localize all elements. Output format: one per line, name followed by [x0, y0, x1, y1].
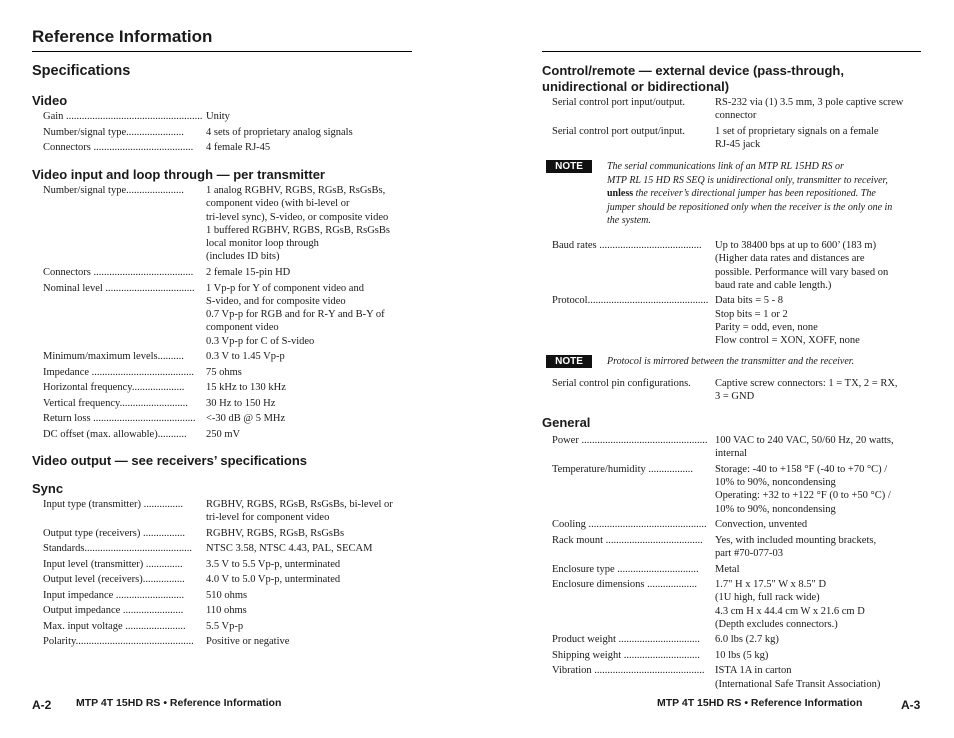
spec-value: RGBHV, RGBS, RGsB, RsGsBs, bi-level or tri-level for component video: [206, 499, 393, 524]
spec-row: [542, 96, 922, 123]
spec-row: [32, 366, 412, 379]
spec-label: Output type (receivers) ................: [43, 527, 186, 539]
spec-value: Unity: [206, 111, 230, 122]
spec-label: Shipping weight .............................: [552, 649, 700, 661]
spec-row: [542, 534, 922, 561]
spec-value: 30 Hz to 150 Hz: [206, 397, 276, 409]
video-input-heading: Video input and loop through — per transmitter: [32, 167, 325, 182]
footer-text: MTP 4T 15HD RS • Reference Information: [657, 697, 863, 709]
spec-row: [32, 397, 412, 410]
video-heading: Video: [32, 93, 68, 108]
page-number: A-3: [901, 698, 921, 712]
spec-value: ISTA 1A in carton (International Safe Transit Association): [715, 665, 881, 690]
spec-label: Power ................................................: [552, 435, 708, 446]
spec-label: Input level (transmitter) ..............: [43, 558, 183, 570]
spec-label: Serial control pin configurations.: [552, 378, 691, 389]
spec-label: Output level (receivers)................: [43, 574, 185, 586]
spec-row: [542, 563, 922, 576]
spec-row: [32, 527, 412, 540]
spec-label: DC offset (max. allowable)...........: [43, 428, 187, 440]
spec-label: Baud rates .......................................: [552, 240, 702, 251]
spec-label: Nominal level ..................................: [43, 282, 195, 294]
spec-label: Cooling .............................................: [552, 519, 707, 531]
spec-row: [32, 110, 412, 123]
title-rule: [32, 51, 412, 52]
title-rule: [542, 51, 921, 52]
spec-row: [32, 498, 412, 525]
spec-value: 10 lbs (5 kg): [715, 649, 769, 661]
control-heading: Control/remote — external device (pass-through, unidirectional or bidirectional): [542, 63, 844, 94]
spec-value: 15 kHz to 130 kHz: [206, 382, 286, 394]
spec-value: Captive screw connectors: 1 = TX, 2 = RX, 3 = GND: [715, 378, 898, 403]
spec-row: [32, 350, 412, 363]
spec-label: Output impedance .......................: [43, 605, 184, 617]
spec-label: Serial control port input/output.: [552, 97, 685, 108]
spec-value: 1 set of proprietary signals on a female RJ-45 jack: [715, 125, 879, 151]
spec-row: [32, 542, 412, 555]
spec-row: [542, 294, 922, 347]
spec-row: [542, 239, 922, 292]
spec-label: Return loss .......................................: [43, 413, 196, 425]
spec-row: [542, 664, 922, 691]
spec-row: [32, 184, 412, 264]
spec-value: 1 Vp-p for Y of component video and S-video, and for composite video 0.7 Vp-p for RGB and for R-Y and B-Y of component video 0.3 Vp-p for C of S-video: [206, 282, 385, 347]
note-text-cont: the receiver’s directional jumper has been repositioned. The jumper should be repositioned only when the receiver is the only one in the system.: [607, 188, 893, 227]
spec-value: 75 ohms: [206, 366, 242, 378]
spec-row: [32, 126, 412, 139]
spec-label: Serial control port output/input.: [552, 125, 685, 137]
spec-value: 250 mV: [206, 428, 241, 440]
spec-row: [32, 266, 412, 279]
spec-row: [542, 125, 922, 152]
spec-label: Connectors ......................................: [43, 142, 194, 153]
spec-label: Polarity.............................................: [43, 636, 194, 648]
spec-row: [32, 428, 412, 441]
spec-value: Up to 38400 bps at up to 600’ (183 m) (Higher data rates and distances are possible. Performance will vary based on baud rate and cable length.): [715, 240, 889, 291]
spec-value: Storage: -40 to +158 °F (-40 to +70 °C) / 10% to 90%, noncondensing Operating: +32 to +122 °F (0 to +50 °C) / 10% to 90%, noncondensing: [715, 463, 891, 515]
note-text: The serial communications link of an MTP RL 15HD RS or MTP RL 15 HD RS SEQ is unidirectional only, transmitter to receiver,: [607, 161, 888, 186]
page-number: A-2: [32, 698, 52, 712]
spec-label: Gain ....................................................: [43, 111, 203, 122]
spec-row: [542, 518, 922, 531]
spec-label: Vibration ..........................................: [552, 665, 705, 677]
spec-value: 6.0 lbs (2.7 kg): [715, 634, 779, 646]
spec-value: Yes, with included mounting brackets, part #70-077-03: [715, 534, 877, 559]
spec-value: 1 analog RGBHV, RGBS, RGsB, RsGsBs, component video (with bi-level or tri-level sync), S-video, or composite video 1 buffered RGBHV, RGBS, RGsB, RsGsBs local monitor loop through (includes ID bits): [206, 185, 390, 263]
spec-value: 4 sets of proprietary analog signals: [206, 126, 353, 138]
spec-value: Convection, unvented: [715, 519, 808, 531]
spec-row: [32, 381, 412, 394]
spec-value: Positive or negative: [206, 636, 290, 648]
spec-value: 4.0 V to 5.0 Vp-p, unterminated: [206, 574, 341, 586]
spec-label: Connectors ......................................: [43, 267, 194, 278]
spec-label: Horizontal frequency....................: [43, 382, 185, 394]
spec-value: RS-232 via (1) 3.5 mm, 3 pole captive screw connector: [715, 97, 904, 122]
spec-label: Enclosure dimensions ...................: [552, 579, 697, 590]
footer-text: MTP 4T 15HD RS • Reference Information: [76, 697, 282, 709]
spec-value: NTSC 3.58, NTSC 4.43, PAL, SECAM: [206, 543, 373, 555]
spec-value: 2 female 15-pin HD: [206, 267, 291, 278]
spec-row: [32, 620, 412, 633]
general-heading: General: [542, 415, 591, 430]
video-output-heading: Video output — see receivers’ specifications: [32, 453, 308, 468]
spec-row: [542, 649, 922, 662]
spec-row: [32, 604, 412, 617]
spec-label: Vertical frequency..........................: [43, 397, 188, 409]
spec-label: Protocol..............................................: [552, 295, 709, 307]
page-title: Reference Information: [32, 27, 213, 46]
spec-row: [32, 141, 412, 154]
spec-value: 3.5 V to 5.5 Vp-p, unterminated: [206, 558, 341, 570]
spec-row: [542, 377, 922, 404]
spec-value: Metal: [715, 563, 740, 575]
spec-label: Rack mount .....................................: [552, 534, 703, 546]
spec-row: [32, 412, 412, 425]
spec-row: [542, 633, 922, 646]
note-badge: NOTE: [546, 355, 592, 368]
spec-value: 1.7" H x 17.5" W x 8.5" D (1U high, full rack wide) 4.3 cm H x 44.4 cm W x 21.6 cm D (Depth excludes connectors.): [715, 579, 865, 630]
section-title: Specifications: [32, 63, 131, 79]
spec-label: Input type (transmitter) ...............: [43, 499, 183, 510]
spec-row: [32, 558, 412, 571]
spec-label: Product weight ...............................: [552, 634, 700, 646]
spec-label: Input impedance ..........................: [43, 589, 185, 601]
spec-row: [542, 434, 922, 461]
spec-row: [32, 573, 412, 586]
spec-value: Data bits = 5 - 8 Stop bits = 1 or 2 Parity = odd, even, none Flow control = XON, XOFF, none: [715, 295, 860, 347]
spec-label: Minimum/maximum levels..........: [43, 351, 184, 363]
spec-label: Number/signal type......................: [43, 126, 184, 138]
note-text: Protocol is mirrored between the transmitter and the receiver.: [607, 356, 855, 367]
spec-value: 510 ohms: [206, 589, 248, 601]
spec-label: Enclosure type ...............................: [552, 563, 699, 575]
spec-value: RGBHV, RGBS, RGsB, RsGsBs: [206, 527, 345, 539]
sync-heading: Sync: [32, 481, 64, 496]
spec-label: Temperature/humidity .................: [552, 463, 693, 475]
spec-row: [32, 635, 412, 648]
spec-value: 110 ohms: [206, 605, 247, 617]
note-bold-text: unless: [607, 188, 634, 200]
spec-row: [542, 578, 922, 631]
note-badge: NOTE: [546, 160, 592, 173]
spec-row: [32, 589, 412, 602]
spec-value: 5.5 Vp-p: [206, 620, 244, 632]
spec-label: Impedance .......................................: [43, 366, 195, 378]
spec-label: Max. input voltage .......................: [43, 620, 186, 632]
spec-value: 4 female RJ-45: [206, 142, 271, 153]
spec-value: 100 VAC to 240 VAC, 50/60 Hz, 20 watts, internal: [715, 435, 894, 460]
spec-row: [32, 282, 412, 349]
spec-label: Standards.........................................: [43, 543, 193, 555]
spec-value: <-30 dB @ 5 MHz: [206, 413, 286, 425]
spec-label: Number/signal type......................: [43, 185, 184, 196]
spec-row: [542, 463, 922, 516]
spec-value: 0.3 V to 1.45 Vp-p: [206, 351, 285, 363]
